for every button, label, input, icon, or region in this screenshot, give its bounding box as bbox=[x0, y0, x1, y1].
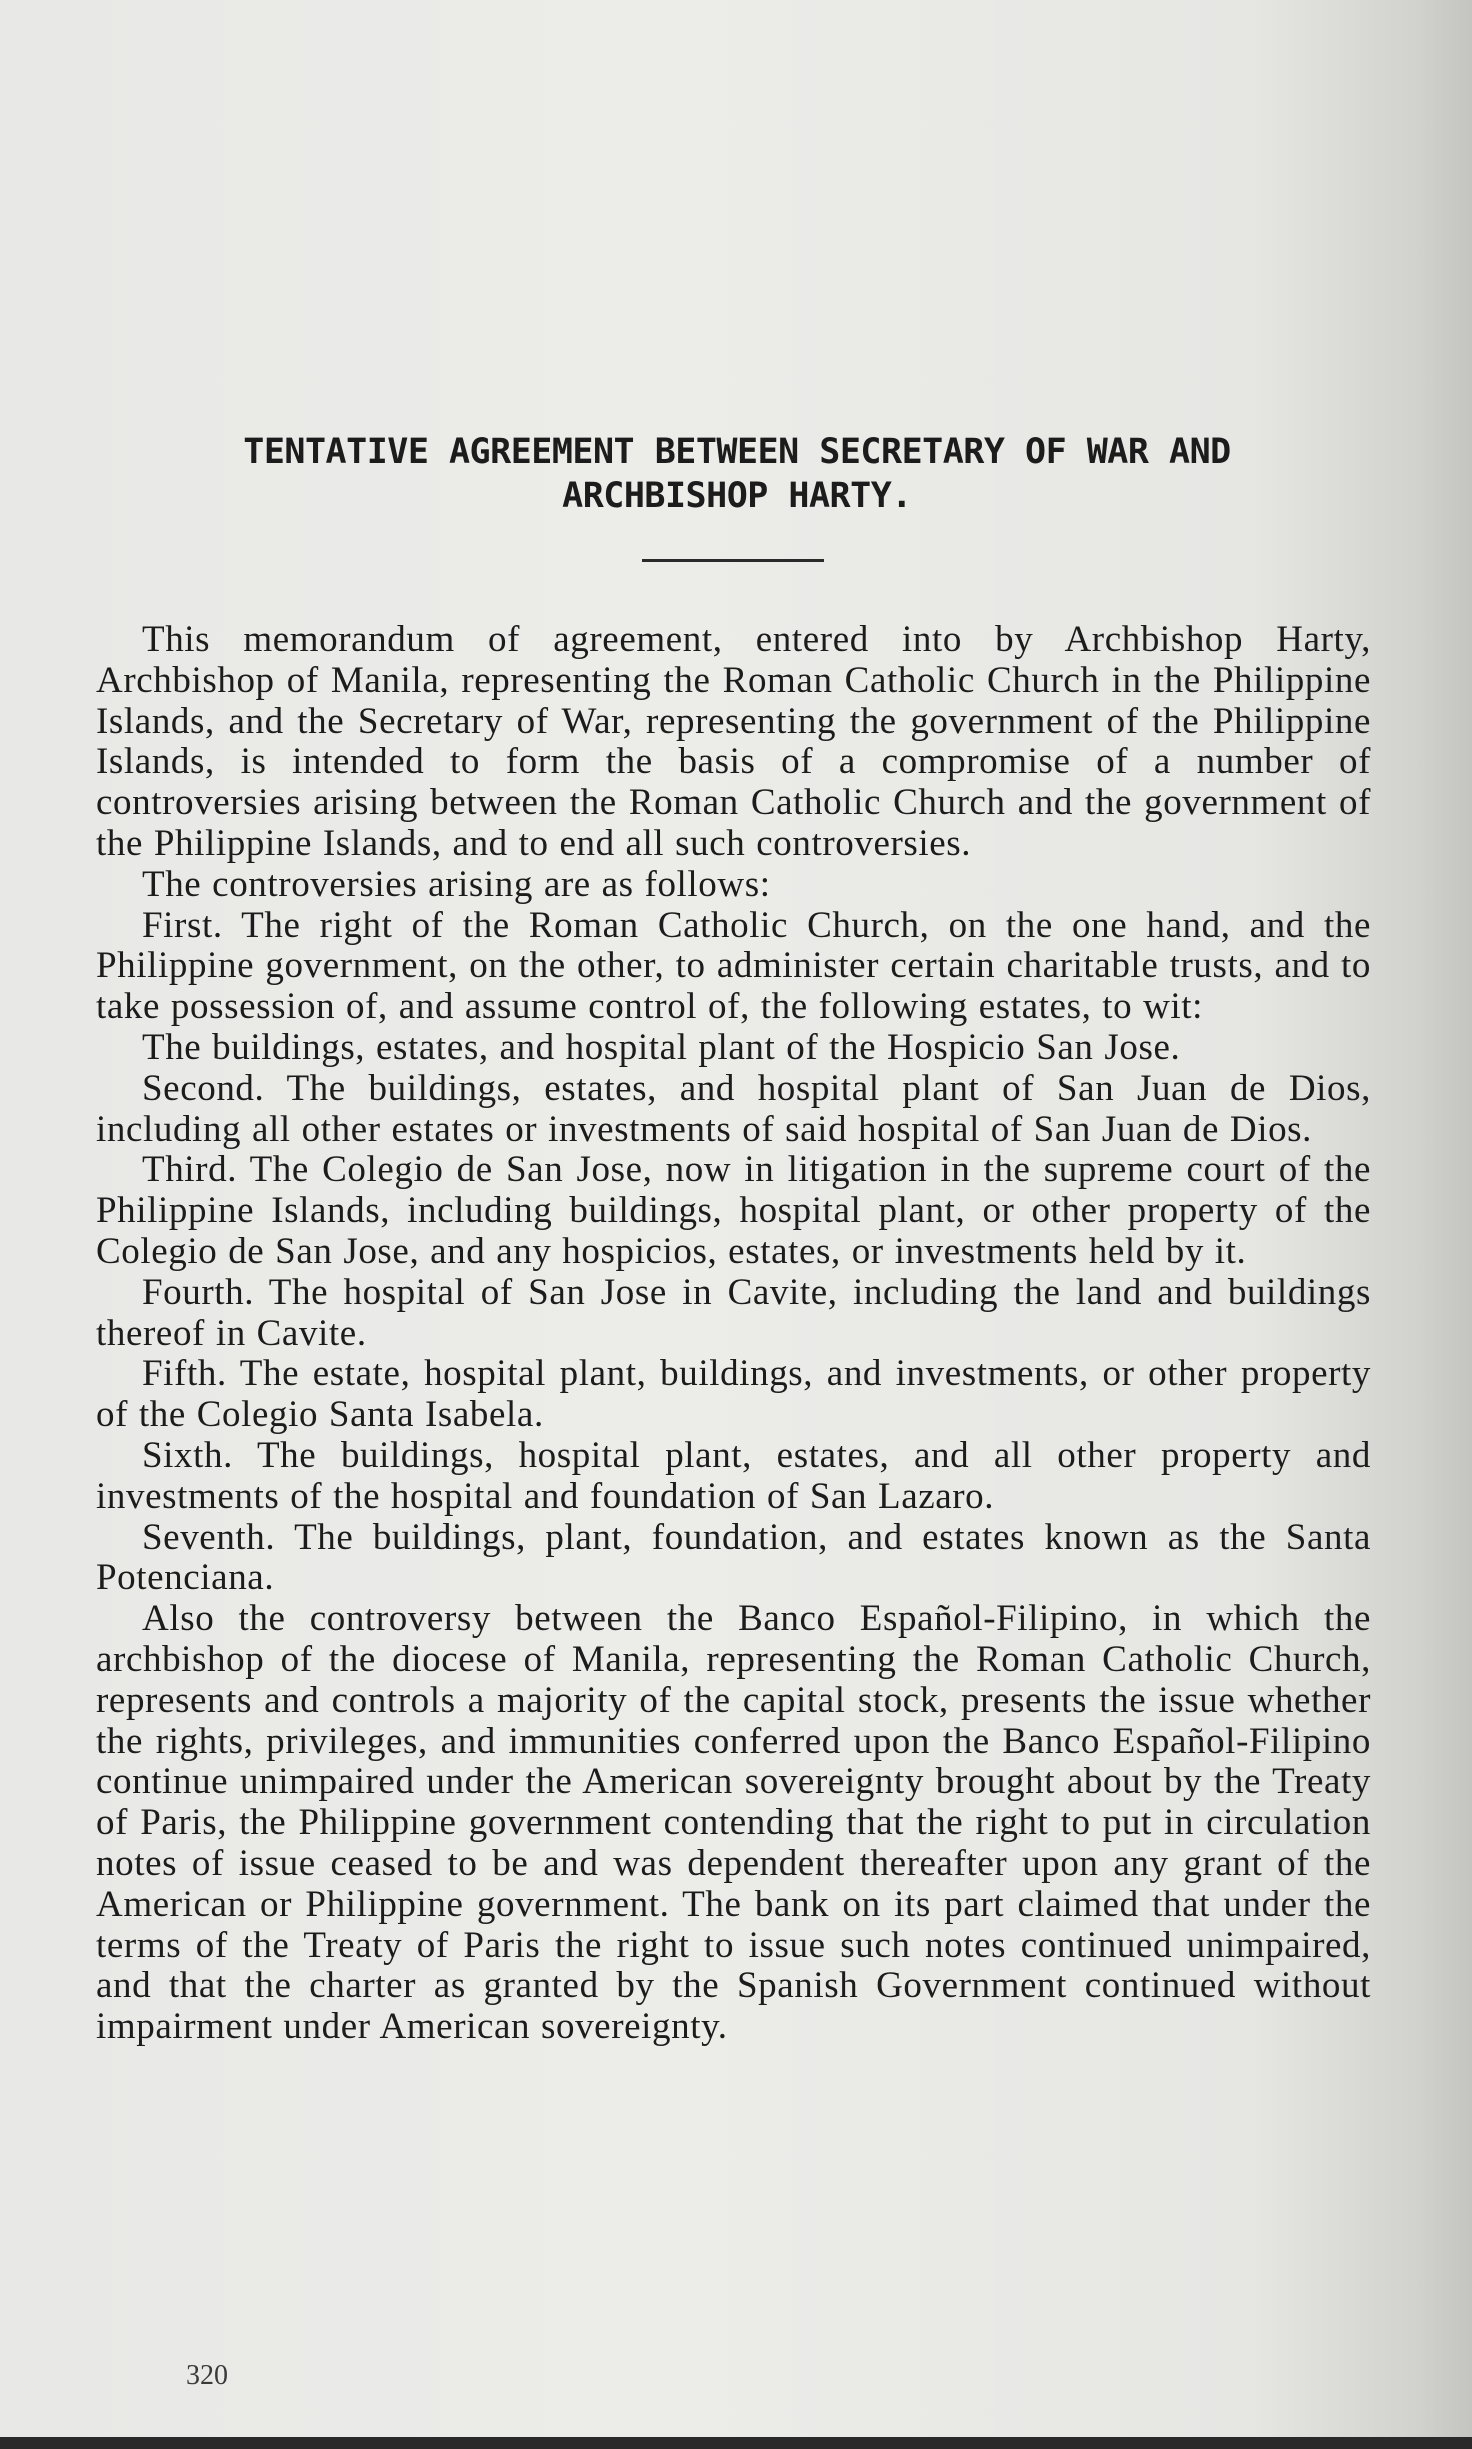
paragraph-controversies-intro: The controversies arising are as follows: bbox=[142, 863, 771, 905]
paragraph-fifth: Fifth. The estate, hospital plant, buildings, and investments, or other property of the Colegio Santa Isabela. bbox=[96, 1353, 1371, 1436]
paragraph-hospicio: The buildings, estates, and hospital plant of the Hospicio San Jose. bbox=[142, 1026, 1181, 1068]
body-text bbox=[96, 620, 1371, 2048]
paragraph-fourth: Fourth. The hospital of San Jose in Cavite, including the land and buildings thereof in Cavite. bbox=[96, 1271, 1371, 1354]
title-rule bbox=[642, 559, 824, 562]
paragraph-second: Second. The buildings, estates, and hospital plant of San Juan de Dios, including all other estates or investments of said hospital of San Juan de Dios. bbox=[96, 1067, 1371, 1150]
paragraph-third: Third. The Colegio de San Jose, now in litigation in the supreme court of the Philippine Islands, including buildings, hospital plant, or other property of the Colegio de San Jose, and any hospicios, estates, or investments held by it. bbox=[96, 1149, 1371, 1272]
page-bottom-edge bbox=[0, 2437, 1472, 2449]
paragraph-seventh: Seventh. The buildings, plant, foundation, and estates known as the Santa Potenciana. bbox=[96, 1516, 1371, 1599]
document-title bbox=[92, 430, 1382, 518]
paragraph-preamble: This memorandum of agreement, entered into by Archbishop Harty, Archbishop of Manila, representing the Roman Catholic Church in the Philippine Islands, and the Secretary of War, representing the government of the Philippine Islands, is intended to form the basis of a compromise of a number of controversies arising between the Roman Catholic Church and the government of the Philippine Islands, and to end all such controversies. bbox=[96, 619, 1371, 864]
paragraph-banco: Also the controversy between the Banco Español-Filipino, in which the archbishop of the diocese of Manila, representing the Roman Catholic Church, represents and controls a majority of the capital stock, presents the issue whether the rights, privileges, and immunities conferred upon the Banco Español-Filipino continue unimpaired under the American sovereignty brought about by the Treaty of Paris, the Philippine government contending that the right to put in circulation notes of issue ceased to be and was dependent thereafter upon any grant of the American or Philippine government. The bank on its part claimed that under the terms of the Treaty of Paris the right to issue such notes continued unimpaired, and that the charter as granted by the Spanish Government continued without impairment under American sovereignty. bbox=[96, 1598, 1371, 2048]
title-line-2: ARCHBISHOP HARTY. bbox=[562, 476, 912, 516]
paragraph-first: First. The right of the Roman Catholic Church, on the one hand, and the Philippine government, on the other, to administer certain charitable trusts, and to take possession of, and assume control of, the following estates, to wit: bbox=[96, 904, 1371, 1028]
page-number: 320 bbox=[186, 2360, 228, 2391]
paragraph-sixth: Sixth. The buildings, hospital plant, estates, and all other property and investments of the hospital and foundation of San Lazaro. bbox=[96, 1434, 1371, 1517]
title-line-1: TENTATIVE AGREEMENT BETWEEN SECRETARY OF WAR AND bbox=[243, 432, 1231, 472]
